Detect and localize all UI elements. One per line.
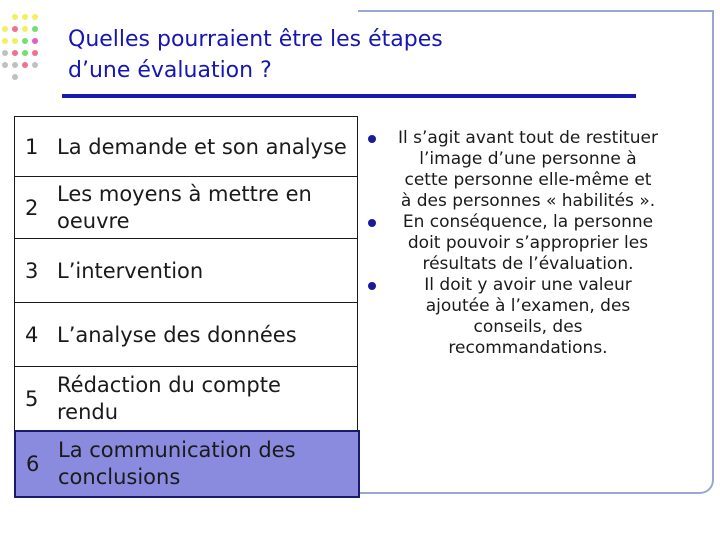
step-number: 3 <box>25 259 39 283</box>
step-number: 1 <box>25 135 39 159</box>
dot-icon <box>32 38 38 44</box>
slide-title-line-2: d’une évaluation ? <box>68 58 272 83</box>
step-number: 6 <box>26 452 40 476</box>
bullet-icon <box>368 219 376 227</box>
step-item-highlighted <box>14 430 360 498</box>
dot-icon <box>22 14 28 20</box>
step-number: 4 <box>25 323 39 347</box>
bullet-text: En conséquence, la personne doit pouvoir s’approprier les résultats de l’évaluation. <box>402 212 654 274</box>
decorative-dot-grid <box>2 14 50 86</box>
step-item <box>14 302 358 368</box>
dot-icon <box>32 26 38 32</box>
dot-icon <box>22 50 28 56</box>
slide-title <box>68 24 668 86</box>
bullet-icon <box>368 282 376 290</box>
dot-icon <box>32 62 38 68</box>
bullet-item <box>368 128 668 212</box>
step-label: Rédaction du compte rendu <box>57 373 281 424</box>
dot-icon <box>12 74 18 80</box>
dot-icon <box>22 62 28 68</box>
bullet-icon <box>368 135 376 143</box>
step-label: L’intervention <box>57 258 204 283</box>
dot-icon <box>2 26 8 32</box>
bullet-text: Il doit y avoir une valeur ajoutée à l’examen, des conseils, des recommandations. <box>424 275 632 358</box>
dot-icon <box>12 14 18 20</box>
bullet-list <box>368 128 668 359</box>
dot-icon <box>2 38 8 44</box>
step-item <box>14 116 358 178</box>
step-number: 2 <box>25 196 39 220</box>
dot-icon <box>32 50 38 56</box>
step-label: Les moyens à mettre en oeuvre <box>57 182 312 233</box>
step-label: La demande et son analyse <box>57 134 347 159</box>
dot-icon <box>12 50 18 56</box>
step-item <box>14 366 358 432</box>
step-label: La communication des conclusions <box>58 438 296 489</box>
dot-icon <box>12 26 18 32</box>
dot-icon <box>2 50 8 56</box>
slide-title-line-1: Quelles pourraient être les étapes <box>68 27 443 52</box>
step-item <box>14 238 358 304</box>
dot-icon <box>2 62 8 68</box>
step-label: L’analyse des données <box>57 322 297 347</box>
step-number: 5 <box>25 387 39 411</box>
dot-icon <box>22 38 28 44</box>
dot-icon <box>12 38 18 44</box>
dot-icon <box>12 62 18 68</box>
bullet-text: Il s’agit avant tout de restituer l’image d’une personne à cette personne elle-même et à des personnes « habilités ». <box>398 128 658 211</box>
bullet-item <box>368 212 668 275</box>
step-item <box>14 176 358 240</box>
dot-icon <box>22 26 28 32</box>
title-underline <box>62 94 636 98</box>
dot-icon <box>32 14 38 20</box>
bullet-item <box>368 275 668 359</box>
